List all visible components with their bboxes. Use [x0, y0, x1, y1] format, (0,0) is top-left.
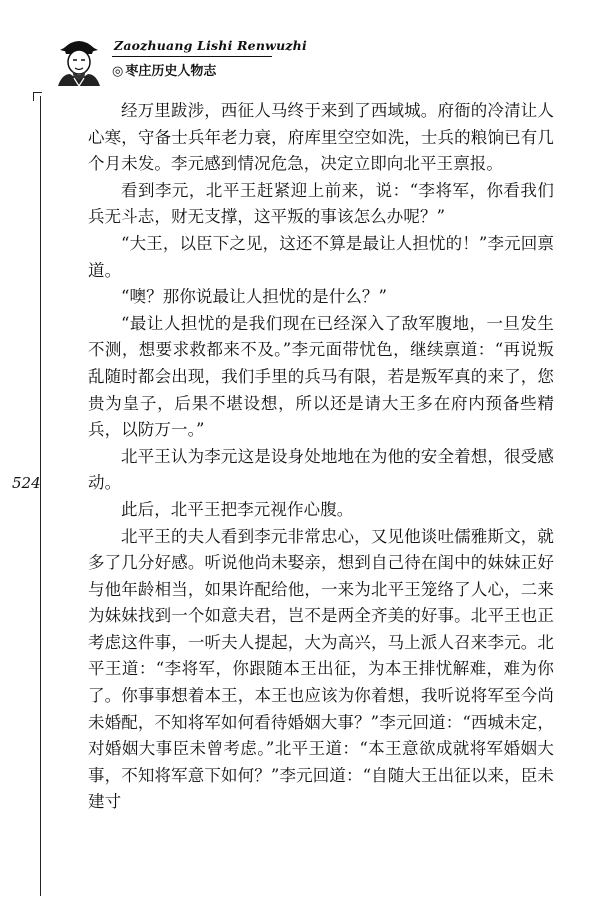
paragraph: 经万里跋涉，西征人马终于来到了西域城。府衙的冷清让人心寒，守备士兵年老力衰，府库里空空如洗，士兵的粮饷已有几个月未发。李元感到情况危急，决定立即向北平王禀报。 [88, 101, 554, 174]
header-subtitle [112, 60, 216, 79]
paragraph: 看到李元，北平王赶紧迎上前来，说：“李将军，你看我们兵无斗志，财无支撑，这平叛的事该怎么办呢？” [88, 180, 554, 227]
margin-rule [40, 96, 41, 896]
paragraph: 此后，北平王把李元视作心腹。 [121, 499, 354, 519]
scholar-portrait-icon [56, 34, 102, 86]
header-rule [112, 56, 272, 57]
page-number: 524 [12, 474, 41, 492]
bullet-circle-icon: ◎ [112, 64, 124, 79]
paragraph: 北平王认为李元这是设身处地地在为他的安全着想，很受感动。 [88, 446, 554, 493]
running-header [56, 28, 307, 90]
header-subtitle-text: 枣庄历史人物志 [125, 64, 217, 79]
paragraph: “大王，以臣下之见，这还不算是最让人担忧的！”李元回禀道。 [88, 233, 554, 280]
body-text [88, 98, 554, 816]
paragraph: 北平王的夫人看到李元非常忠心，又见他谈吐儒雅斯文，就多了几分好感。听说他尚未娶亲，想到自己待在闺中的妹妹正好与他年龄相当，如果许配给他，一来为北平王笼络了人心，二来为妹妹找到一个如意夫君，岂不是两全齐美的好事。北平王也正考虑这件事，一听夫人提起，大为高兴，马上派人召来李元。北平王道：“李将军，你跟随本王出征，为本王排忧解难，难为你了。你事事想着本王，本王也应该为你着想，我听说将军至今尚未婚配，不知将军如何看待婚姻大事？”李元回道：“西城未定，对婚姻大事臣未曾考虑。”北平王道：“本王意欲成就将军婚姻大事，不知将军意下如何？”李元回道：“自随大王出征以来，臣未建寸 [88, 526, 554, 812]
header-title-pinyin: Zaozhuang Lishi Renwuzhi [114, 38, 307, 53]
paragraph: “最让人担忧的是我们现在已经深入了敌军腹地，一旦发生不测，想要求救都来不及。”李元面带忧色，继续禀道：“再说叛乱随时都会出现，我们手里的兵马有限，若是叛军真的来了，您贵为皇子，后果不堪设想，所以还是请大王多在府内预备些精兵，以防万一。” [88, 313, 554, 440]
paragraph: “噢？那你说最让人担忧的是什么？” [121, 287, 388, 307]
